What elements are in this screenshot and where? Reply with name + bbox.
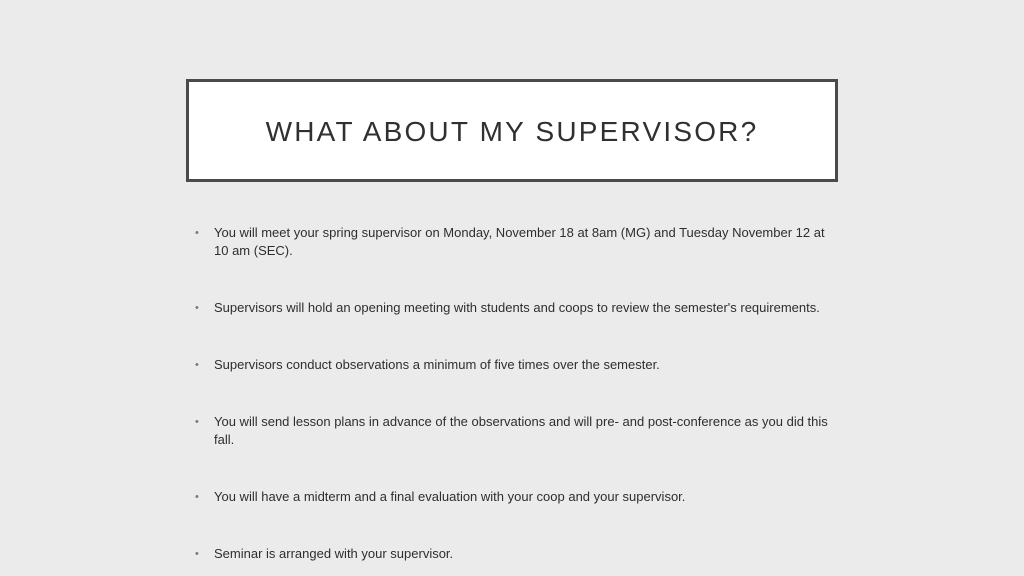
bullet-item [194,545,834,563]
bullet-text: Seminar is arranged with your supervisor. [214,546,454,561]
bullet-text: You will meet your spring supervisor on Monday, November 18 at 8am (MG) and Tuesday November 12 at 10 am (SEC). [214,225,825,258]
bullet-dot-icon: • [195,227,199,239]
bullet-text: Supervisors will hold an opening meeting with students and coops to review the semester's requirements. [214,300,820,315]
bullet-dot-icon: • [195,548,199,560]
bullet-text: Supervisors conduct observations a minimum of five times over the semester. [214,357,660,372]
slide-title: WHAT ABOUT MY SUPERVISOR? [265,115,759,147]
bullet-dot-icon: • [195,359,199,371]
bullet-item [194,356,834,374]
bullet-item [194,224,834,260]
title-box [186,79,838,182]
bullet-dot-icon: • [195,491,199,503]
bullet-dot-icon: • [195,302,199,314]
bullet-item [194,299,834,317]
bullet-item [194,488,834,506]
bullet-item [194,413,834,449]
bullet-text: You will send lesson plans in advance of the observations and will pre- and post-conference as you did this fall. [214,414,828,447]
bullet-list [194,224,834,576]
bullet-text: You will have a midterm and a final evaluation with your coop and your supervisor. [214,489,686,504]
bullet-dot-icon: • [195,416,199,428]
